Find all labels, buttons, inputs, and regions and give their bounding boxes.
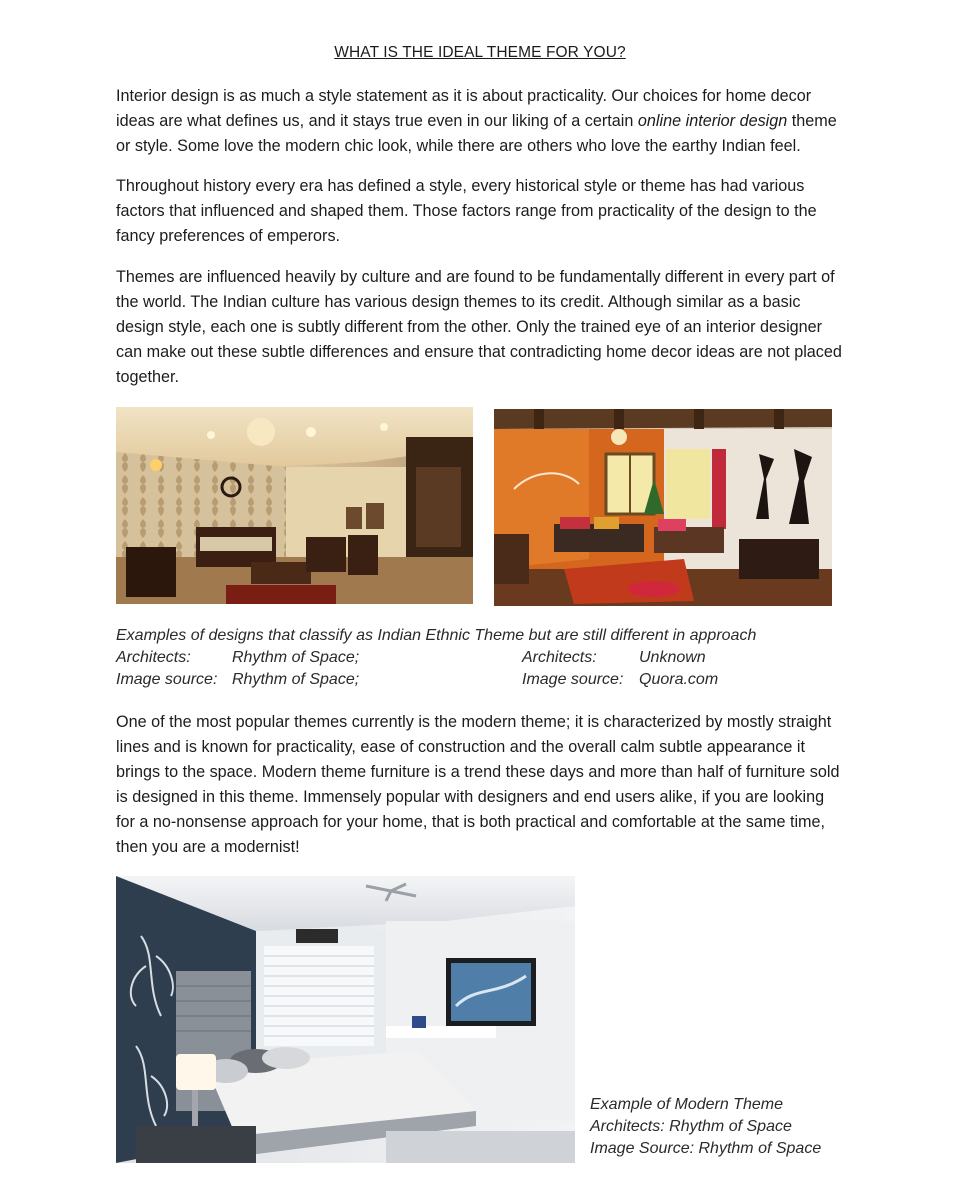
ethnic-right-source-label: Image source: [522,671,624,688]
paragraph-intro-text-end: theme or style. Some love the modern chic look, while there are others who love the earthy Indian feel. [116,112,837,155]
ethnic-left-architects-value: Rhythm of Space; [232,649,360,666]
ethnic-right-architects-label: Architects: [522,649,597,666]
modern-bedroom-photo [116,876,575,1163]
paragraph-intro-italic: online interior design [637,112,788,130]
modern-caption-architects: Architects: Rhythm of Space [590,1118,792,1135]
paragraph-intro-text: Interior design is as much a style statement as it is about practicality. Our choices for home decor ideas are what defines us, and it stays true even in our liking of a certain [116,87,812,130]
ethnic-living-room-photo [116,407,473,604]
ethnic-left-source-value: Rhythm of Space; [232,671,360,688]
ethnic-left-architects-label: Architects: [116,649,191,666]
ethnic-right-architects-value: Unknown [639,649,706,666]
ethnic-orange-room-photo [494,409,832,606]
page-title: WHAT IS THE IDEAL THEME FOR YOU? [334,44,626,61]
paragraph-history: Throughout history every era has defined a style, every historical style or theme has had various factors that influenced and shaped them. Those factors range from practicality of the design to the fancy preferences of emperors. [116,177,817,245]
ethnic-right-source-value: Quora.com [639,671,719,688]
modern-caption-source: Image Source: Rhythm of Space [590,1140,822,1157]
paragraph-culture: Themes are influenced heavily by culture and are found to be fundamentally different in every part of the world. The Indian culture has various design themes to its credit. Although similar as a basic design style, each one is subtly different from the other. Only the trained eye of an interior designer can make out these subtle differences and ensure that contradicting home decor ideas are not placed together. [116,268,842,386]
paragraph-modern: One of the most popular themes currently is the modern theme; it is characterized by mostly straight lines and is known for practicality, ease of construction and the overall calm subtle appearance it brings to the space. Modern theme furniture is a trend these days and more than half of furniture sold is designed in this theme. Immensely popular with designers and end users alike, if you are looking for a no-nonsense approach for your home, that is both practical and comfortable at the same time, then you are a modernist! [116,713,840,856]
paragraph-intro [116,84,842,159]
modern-caption-title: Example of Modern Theme [590,1096,783,1113]
ethnic-left-source-label: Image source: [116,671,218,688]
ethnic-caption: Examples of designs that classify as Indian Ethnic Theme but are still different in approach [116,627,757,644]
